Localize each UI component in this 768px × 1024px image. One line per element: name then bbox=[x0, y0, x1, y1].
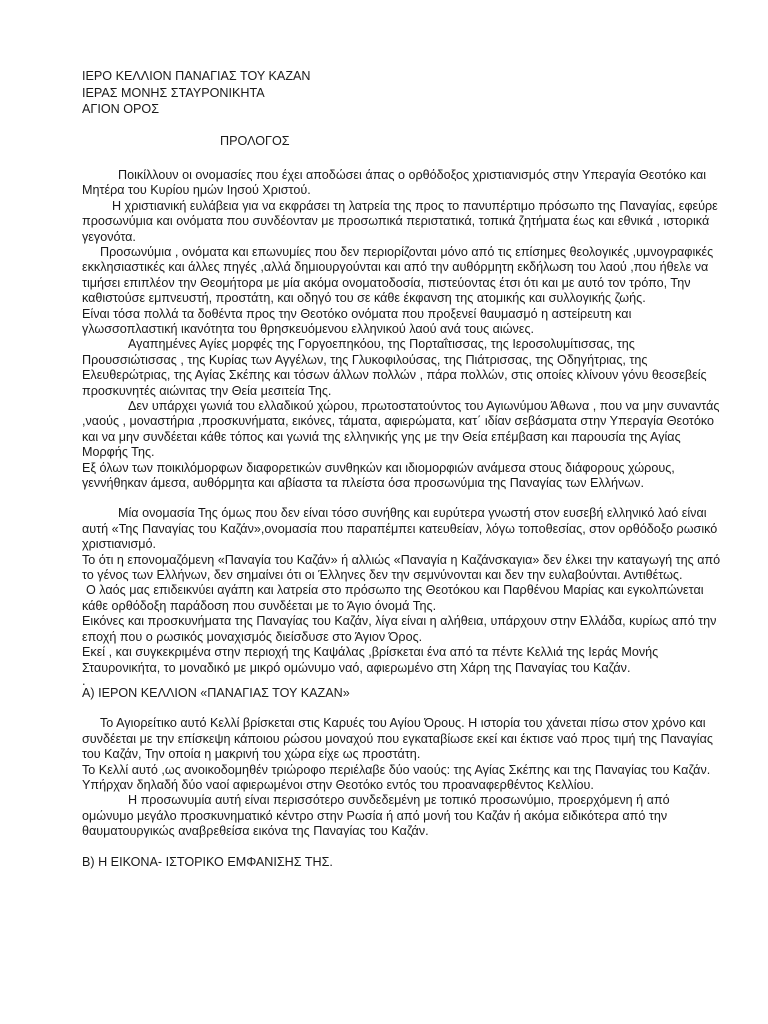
paragraph: Η προσωνυμία αυτή είναι περισσότερο συνδεδεμένη με τοπικό προσωνύμιο, προερχόμενη ή από ομώνυμο μεγάλο προσκυνηματικό κέντρο στην Ρωσία ή από μονή του Καζάν ή ακόμα ειδικότερα από την θαυματουργικώς αναβρεθείσα εικόνα της Παναγίας του Καζάν. bbox=[82, 793, 670, 839]
section-a-heading: Α) ΙΕΡΟΝ ΚΕΛΛΙΟΝ «ΠΑΝΑΓΙΑΣ ΤΟΥ ΚΑΖΑΝ» bbox=[82, 685, 350, 700]
paragraph: Το Κελλί αυτό ,ως ανοικοδομηθέν τριώροφο περιέλαβε δύο ναούς: της Αγίας Σκέπης και της Παναγίας του Καζάν. Υπήρχαν δηλαδή δύο ναοί αφιερωμένοι στην Θεοτόκο εντός του προαναφερθέντος Κελλίου. bbox=[82, 762, 711, 792]
paragraph: Το Αγιορείτικο αυτό Κελλί βρίσκεται στις Καρυές του Αγίου Όρους. Η ιστορία του χάνεται πίσω στον χρόνο και συνδέεται με την επίσκεψη κάποιου ρώσου μοναχού που εγκαταβίωσε εκεί και έκτισε ναό προς τιμή της Παναγίας του Καζάν, Την οποία η μακρινή του χώρα είχε ως προστάτη. bbox=[82, 716, 713, 762]
header-line-mount-athos: ΑΓΙΟΝ ΟΡΟΣ bbox=[82, 102, 160, 116]
prologue-title: ΠΡΟΛΟΓΟΣ bbox=[220, 133, 290, 148]
paragraph: Είναι τόσα πολλά τα δοθέντα προς την Θεοτόκο ονόματα που προξενεί θαυμασμό η αστείρευτη και γλωσσοπλαστική ικανότητα του θρησκευόμενου ελληνικού λαού ανά τους αιώνες. bbox=[82, 306, 632, 336]
paragraph: Η χριστιανική ευλάβεια για να εκφράσει τη λατρεία της προς το πανυπέρτιμο πρόσωπο της Παναγίας, εφεύρε προσωνύμια και ονόματα που συνδέονταν με προσωπικά περιστατικά, τοπικά ζητήματα έως και εθνικά , ιστορικά γεγονότα. bbox=[82, 198, 718, 244]
header-line-cell: ΙΕΡΟ ΚΕΛΛΙΟΝ ΠΑΝΑΓΙΑΣ ΤΟΥ ΚΑΖΑΝ bbox=[82, 69, 311, 83]
header-line-monastery: ΙΕΡΑΣ ΜΟΝΗΣ ΣΤΑΥΡΟΝΙΚΗΤΑ bbox=[82, 85, 265, 100]
stray-mark: . bbox=[82, 673, 86, 688]
document-page bbox=[82, 68, 722, 870]
paragraph: Ποικίλλουν οι ονομασίες που έχει αποδώσει άπας ο ορθόδοξος χριστιανισμός στην Υπεραγία Θεοτόκο και Μητέρα του Κυρίου ημών Ιησού Χριστού. bbox=[82, 167, 707, 198]
paragraph: Ο λαός μας επιδεικνύει αγάπη και λατρεία στο πρόσωπο της Θεοτόκου και Παρθένου Μαρίας και εγκολπώνεται κάθε ορθόδοξη παράδοση που συνδέεται με το Άγιο όνομά Της. bbox=[82, 583, 704, 613]
paragraph: Αγαπημένες Αγίες μορφές της Γοργοεπηκόου, της Πορταΐτισσας, της Ιεροσολυμίτισσας, της Προυσσιώτισσας , της Κυρίας των Αγγέλων, της Γλυκοφιλούσας, της Πιάτρισσας, της Οδηγήτριας, της Ελευθερώτριας, της Αγίας Σκέπης και τόσων άλλων πολλών , πάρα πολλών, στις οποίες κλίνουν γόνυ θεοσεβείς προσκυνητές αιώνιτας την Θεία μεσιτεία Της. bbox=[82, 337, 707, 398]
paragraph: Μία ονομασία Της όμως που δεν είναι τόσο συνήθης και ευρύτερα γνωστή στον ευσεβή ελληνικό λαό είναι αυτή «Της Παναγίας του Καζάν»,ονομασία που παραπέμπει κατευθείαν, λόγω τοποθεσίας, στον ορθόδοξο ρωσικό χριστιανισμό. bbox=[82, 506, 718, 552]
prologue-body bbox=[82, 168, 722, 870]
document-header bbox=[82, 68, 722, 118]
paragraph: Δεν υπάρχει γωνιά του ελλαδικού χώρου, πρωτοστατούντος του Αγιωνύμου Άθωνα , που να μην συναντάς ,ναούς , μοναστήρια ,προσκυνήματα, εικόνες, τάματα, αφιερώματα, κατ΄ ιδίαν σεβάσματα στην Υπεραγία Θεοτόκο και να μην συνδέεται κάθε τόπος και γωνιά της ελληνικής γης με την Θεία επέμβαση και παρουσία της Αγίας Μορφής Της. bbox=[82, 399, 720, 460]
paragraph: Εικόνες και προσκυνήματα της Παναγίας του Καζάν, λίγα είναι η αλήθεια, υπάρχουν στην Ελλάδα, κυρίως από την εποχή που ο ρωσικός μοναχισμός διείσδυσε στο Άγιον Όρος. bbox=[82, 614, 717, 644]
paragraph: Εκεί , και συγκεκριμένα στην περιοχή της Καψάλας ,βρίσκεται ένα από τα πέντε Κελλιά της Ιεράς Μονής Σταυρονικήτα, το μοναδικό με μικρό ομώνυμο ναό, αφιερωμένο στη Χάρη της Παναγίας του Καζάν. bbox=[82, 645, 659, 675]
paragraph: Το ότι η επονομαζόμενη «Παναγία του Καζάν» ή αλλιώς «Παναγία η Καζάνσκαγια» δεν έλκει την καταγωγή της από το γένος των Ελλήνων, δεν σημαίνει ότι οι Έλληνες δεν την σεμνύνονται και δεν την ευλαβούνται. Αντιθέτως. bbox=[82, 552, 721, 583]
paragraph: Προσωνύμια , ονόματα και επωνυμίες που δεν περιορίζονται μόνο από τις επίσημες θεολογικές ,υμνογραφικές εκκλησιαστικές και άλλες πηγές ,αλλά δημιουργούνται και από την αυθόρμητη εκδήλωση του λαού ,που ήθελε να τιμήσει επιπλέον την Θεομήτορα με μία ακόμα ονοματοδοσία, πιστεύοντας έτσι ότι και με αυτό τον τρόπο, Την καθιστούσε εμπνευστή, προστάτη, και οδηγό του σε κάθε έκφανση της ατομικής και συλλογικής ζωής. bbox=[82, 244, 714, 306]
section-b-heading: Β) Η ΕΙΚΟΝΑ- ΙΣΤΟΡΙΚΟ ΕΜΦΑΝΙΣΗΣ ΤΗΣ. bbox=[82, 854, 333, 869]
paragraph: Εξ όλων των ποικιλόμορφων διαφορετικών συνθηκών και ιδιομορφιών ανάμεσα στους διάφορους χώρους, γεννήθηκαν άμεσα, αυθόρμητα και αβίαστα τα πλείστα όσα προσωνύμια της Παναγίας των Ελλήνων. bbox=[82, 460, 675, 491]
